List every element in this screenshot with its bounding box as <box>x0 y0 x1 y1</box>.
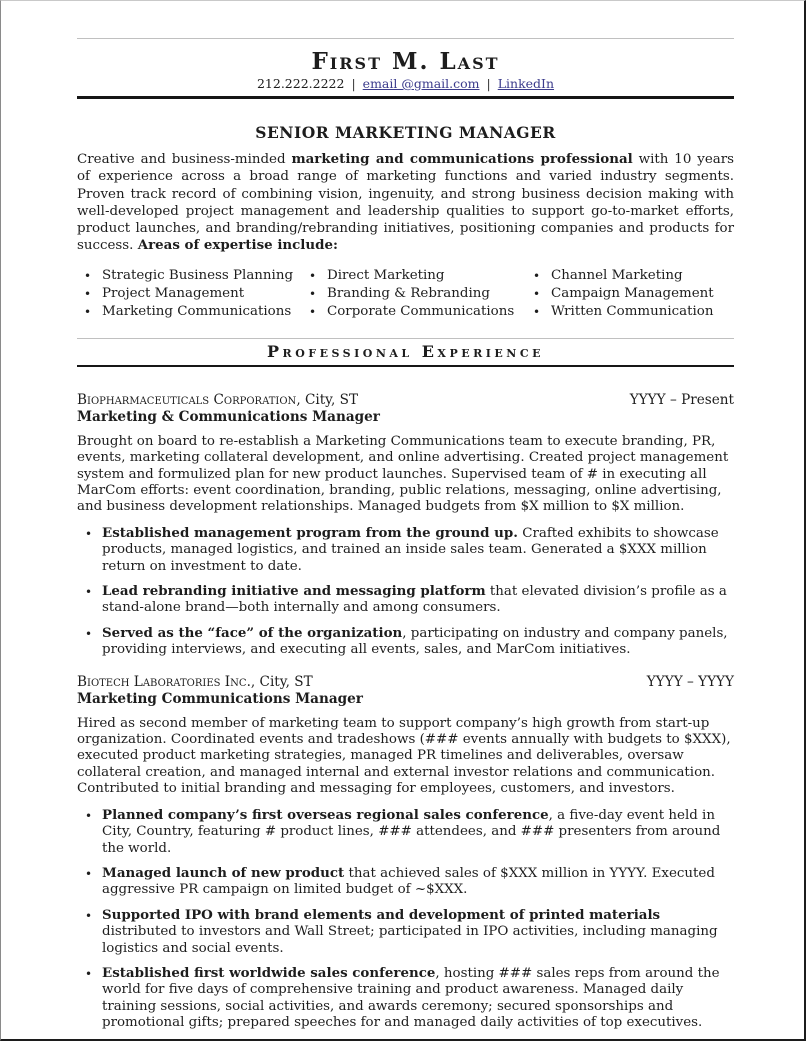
job-summary: Hired as second member of marketing team to support company’s high growth from start-up organization. Coordinated events and tradeshows (### events annually with budgets to $XXX), executed product marketing strategies, managed PR timelines and deliverables, oversaw collateral creation, and managed internal and external investor relations and communication. Contributed to initial branding and messaging for employees, customers, and investors. <box>77 715 731 797</box>
phone-number: 212.222.2222 <box>256 76 345 91</box>
professional-summary: Creative and business-minded marketing and communications professional with 10 years of experience across a broad range of marketing functions and varied industry segments. Proven track record of combining vision, ingenuity, and strong business decision making with well-developed project management and leadership qualities to support go-to-market efforts, product launches, and branding/rebranding initiatives, positioning companies and products for success. Areas of expertise include: <box>77 151 735 254</box>
expertise-item: • Strategic Business Planning <box>77 268 302 283</box>
top-divider <box>77 38 734 39</box>
candidate-name: First M. Last <box>311 48 500 75</box>
job-entry <box>77 392 734 659</box>
job-entry <box>77 674 734 1032</box>
job-header <box>77 392 734 408</box>
job-title: Marketing Communications Manager <box>77 690 363 707</box>
company-name: Biopharmaceuticals Corporation <box>77 391 297 408</box>
job-summary: Brought on board to re-establish a Marketing Communications team to execute branding, PR, events, marketing collateral development, and online advertising. Created project management system and formulized plan for new product launches. Supervised team of # in executing all MarCom efforts: event coordination, branding, public relations, messaging, online advertising, and business development relationships. Managed budgets from $X million to $X million. <box>77 433 729 515</box>
section-heading-professional-experience: Professional Experience <box>77 338 734 367</box>
header-divider <box>77 96 734 99</box>
expertise-list <box>77 268 734 319</box>
contact-line <box>77 76 734 91</box>
company-line <box>77 392 358 408</box>
resume-content <box>77 38 734 1032</box>
company-name: Biotech Laboratories Inc. <box>77 673 251 690</box>
expertise-item: • Corporate Communications <box>302 304 526 319</box>
achievement-list <box>77 807 734 1032</box>
expertise-item: • Branding & Rebranding <box>302 286 526 301</box>
achievement-item: • Lead rebranding initiative and messaging platform that elevated division’s profile as a stand-alone brand—both internally and among consumers. <box>77 583 734 617</box>
expertise-item: • Direct Marketing <box>302 268 526 283</box>
separator: | <box>351 76 356 91</box>
achievement-item: • Supported IPO with brand elements and development of printed materials distributed to investors and Wall Street; participated in IPO activities, including managing logistics and social events. <box>77 907 734 957</box>
achievement-item: • Managed launch of new product that achieved sales of $XXX million in YYYY. Executed aggressive PR campaign on limited budget of ~$XXX. <box>77 865 734 899</box>
expertise-item: • Marketing Communications <box>77 304 302 319</box>
resume-title: SENIOR MARKETING MANAGER <box>255 123 556 142</box>
expertise-item: • Project Management <box>77 286 302 301</box>
expertise-item: • Written Communication <box>526 304 734 319</box>
achievement-list <box>77 525 734 659</box>
expertise-item: • Channel Marketing <box>526 268 734 283</box>
company-location: , City, ST <box>296 391 359 408</box>
linkedin-link[interactable]: LinkedIn <box>497 76 555 91</box>
company-line <box>77 674 313 690</box>
expertise-item: • Campaign Management <box>526 286 734 301</box>
employment-dates: YYYY – Present <box>629 391 734 408</box>
achievement-item: • Established management program from the ground up. Crafted exhibits to showcase products, managed logistics, and trained an inside sales team. Generated a $XXX million return on investment to date. <box>77 525 734 575</box>
separator: | <box>486 76 491 91</box>
achievement-item: • Planned company’s first overseas regional sales conference, a five-day event held in City, Country, featuring # product lines, ### attendees, and ### presenters from around the world. <box>77 807 734 857</box>
achievement-item: • Established first worldwide sales conference, hosting ### sales reps from around the world for five days of comprehensive training and product awareness. Managed daily training sessions, social activities, and awards ceremony; secured sponsorships and promotional gifts; prepared speeches for and managed daily activities of top executives. <box>77 965 734 1032</box>
job-header <box>77 674 734 690</box>
email-link[interactable]: email @gmail.com <box>362 76 480 91</box>
employment-dates: YYYY – YYYY <box>646 673 734 690</box>
achievement-item: • Served as the “face” of the organization, participating on industry and company panels, providing interviews, and executing all events, sales, and MarCom initiatives. <box>77 625 734 659</box>
job-title: Marketing & Communications Manager <box>77 408 380 425</box>
company-location: , City, ST <box>250 673 313 690</box>
